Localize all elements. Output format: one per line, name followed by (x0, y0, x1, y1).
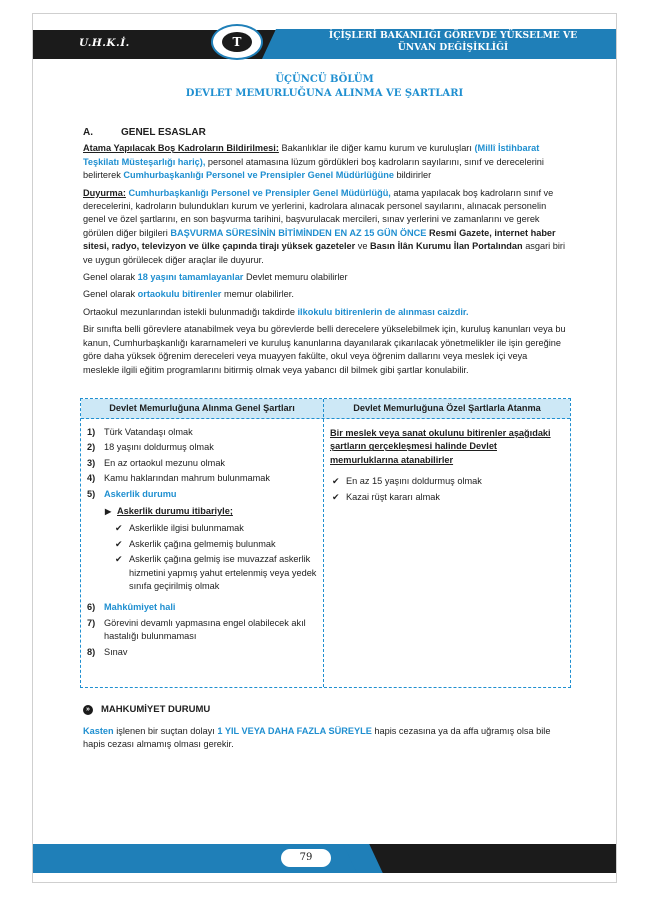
list-text: Sınav (104, 646, 128, 657)
check-icon: ✔ (115, 554, 123, 565)
list-text: Türk Vatandaşı olmak (104, 427, 193, 437)
text-run: bildirirler (393, 170, 432, 181)
list-text: Askerlik durumu (104, 488, 177, 499)
chapter-subtitle: DEVLET MEMURLUĞUNA ALINMA VE ŞARTLARI (185, 88, 464, 99)
table-header-general: Devlet Memurluğuna Alınma Genel Şartları (109, 403, 295, 413)
text-run: Devlet memuru olabilirler (243, 272, 348, 283)
conviction-paragraph (83, 725, 566, 752)
header-title (295, 30, 611, 54)
list-text: 18 yaşını doldurmuş olmak (104, 442, 214, 453)
check-text: Askerlikle ilgisi bulunmamak (129, 523, 244, 534)
conditions-table (80, 398, 571, 688)
logo-icon (211, 24, 263, 60)
table-column-divider (323, 399, 324, 687)
paragraph-vacancy-notice (83, 142, 566, 182)
list-text: Görevini devamlı yapmasına engel olabilecek akıl hastalığı bulunmaması (104, 617, 306, 642)
list-item (87, 488, 317, 501)
list-text: Mahkûmiyet hali (104, 602, 176, 613)
bold-run: Resmi Gazete, internet haber sitesi, radyo, televizyon ve ülke çapında tirajı yüksek gazeteler (83, 227, 556, 252)
term-label: Atama Yapılacak Boş Kadroların Bildirilmesi: (83, 143, 279, 154)
check-item (332, 491, 562, 504)
text-run: Genel olarak (83, 272, 138, 283)
list-item (87, 441, 317, 454)
document-page (32, 13, 617, 883)
highlight-run: BAŞVURMA SÜRESİNİN BİTİMİNDEN EN AZ 15 GÜN ÖNCE (170, 227, 427, 238)
conviction-heading (83, 704, 210, 715)
highlight-run: Cumhurbaşkanlığı Personel ve Prensipler Genel Müdürlüğüne (123, 170, 394, 181)
military-subheading (105, 505, 317, 518)
list-item (87, 601, 317, 614)
general-conditions-list (87, 426, 317, 661)
text-run: Bakanlıklar ile diğer kamu kurum ve kuruluşları (278, 143, 475, 154)
term-label: Duyurma: (83, 187, 126, 198)
page-header (33, 14, 616, 59)
text-run: Ortaokul mezunlarından istekli bulunmadığı takdirde (83, 306, 298, 317)
highlight-run: ilkokulu bitirenlerin de alınması caizdir. (297, 306, 469, 317)
highlight-run: Kasten (83, 726, 114, 736)
check-icon: ✔ (115, 538, 123, 549)
list-number: 6) (87, 602, 96, 613)
section-heading-number: A. (83, 127, 93, 138)
paragraph-special-conditions: Bir sınıfta belli görevlere atanabilmek veya bu görevlerde belli derecelere yükselebilmek için, kuruluş kanunları veya bu kanun, Cumhurbaşkanlığı kararnameleri ve kuruluş kanunlarına dayanılarak çıkarılacak yönetmelikler ile işin gereğine göre daha yüksek öğrenim dereceleri veya muayyen fakülte, okul veya öğrenim dallarını veya meslek içi veya meslekle ilgili eğitim programlarını bitirmiş olmak veya yabancı dil bilmek gibi şartlar konulabilir. (83, 324, 566, 375)
list-item (87, 426, 317, 439)
special-conditions-list (330, 427, 562, 506)
list-text: Kamu haklarından mahrum bulunmamak (104, 473, 270, 484)
check-text: Kazai rüşt kararı almak (346, 491, 440, 502)
body-text (83, 126, 566, 381)
brand-label: U.H.K.İ. (79, 37, 130, 49)
list-text: En az ortaokul mezunu olmak (104, 457, 226, 468)
header-title-line2: ÜNVAN DEĞİŞİKLİĞİ (397, 42, 509, 53)
bold-run: Basın İlân Kurumu İlan Portalından (370, 241, 523, 252)
chapter-title: ÜÇÜNCÜ BÖLÜM (275, 74, 374, 85)
list-item (87, 457, 317, 470)
text-run: işlenen bir suçtan dolayı (113, 726, 218, 736)
list-item (87, 646, 317, 659)
text-run: hapis cezasına ya da affa uğramış olsa bile hapis cezası almamış olması gerekir. (83, 726, 551, 750)
text-run: asgari biri ve uygun görülecek diğer araçlar ile duyurur. (83, 241, 566, 265)
special-conditions-intro: Bir meslek veya sanat okulunu bitirenler aşağıdaki şartların gerçekleşmesi halinde Devlet memurluklarına atanabilirler (330, 428, 551, 465)
check-item (115, 538, 317, 551)
paragraph-education (83, 288, 566, 301)
text-run: personel atamasına lüzum gördükleri boş kadroların sayılarını, sınıf ve derecelerini belirterek (83, 156, 544, 181)
bullet-icon: » (83, 705, 93, 715)
list-number: 2) (87, 442, 96, 453)
highlight-run: (Millî İstihbarat Teşkilatı Müsteşarlığı hariç), (83, 143, 540, 167)
text-run: atama yapılacak boş kadroların sınıf ve derecelerini, kadroların bulundukları kurum ve yerlerini, kadrolara alınacak personel sayılarını, alınacak personelin genel ve özel şartlarını, en son başvurma tarihini, başvurulacak mercileri, sınav yerlerini ve zamanlarını ve gerek görülen diğer bilgileri (83, 187, 554, 238)
check-icon: ✔ (332, 491, 340, 502)
section-heading (83, 126, 566, 139)
arrow-icon: ▶ (105, 507, 112, 517)
text-run: Genel olarak (83, 289, 138, 300)
list-number: 7) (87, 617, 96, 628)
table-header-special: Devlet Memurluğuna Özel Şartlarla Atanma (353, 403, 541, 413)
list-number: 8) (87, 646, 96, 657)
paragraph-primary-school (83, 306, 566, 319)
logo-mark: T (222, 32, 252, 52)
check-text: Askerlik çağına gelmiş ise muvazzaf askerlik hizmetini yapmış yahut ertelenmiş veya yedek sınıfa geçirilmiş olmak (129, 554, 317, 592)
check-item (115, 553, 317, 593)
list-number: 1) (87, 427, 96, 437)
highlight-run: Cumhurbaşkanlığı Personel ve Prensipler Genel Müdürlüğü, (125, 187, 391, 198)
highlight-run: 18 yaşını tamamlayanlar (137, 272, 244, 283)
text-run: ve (355, 241, 370, 252)
text-run: memur olabilirler. (221, 289, 294, 300)
check-icon: ✔ (332, 476, 340, 487)
conviction-heading-text: MAHKUMİYET DURUMU (101, 704, 211, 715)
table-header-row (81, 399, 570, 419)
paragraph-announcement (83, 187, 566, 267)
check-icon: ✔ (115, 523, 123, 534)
header-title-line1: İÇİŞLERİ BAKANLIĞI GÖREVDE YÜKSELME VE (328, 30, 578, 41)
list-number: 3) (87, 457, 96, 468)
check-text: En az 15 yaşını doldurmuş olmak (346, 476, 482, 487)
check-text: Askerlik çağına gelmemiş bulunmak (129, 538, 276, 549)
paragraph-age (83, 271, 566, 284)
list-item (87, 617, 317, 644)
highlight-run: ortaokulu bitirenler (137, 289, 222, 300)
highlight-run: 1 YIL VEYA DAHA FAZLA SÜREYLE (217, 726, 372, 736)
list-item (87, 472, 317, 485)
subheading-text: Askerlik durumu itibariyle; (117, 506, 233, 517)
check-item (115, 522, 317, 535)
section-heading-text: GENEL ESASLAR (121, 127, 206, 138)
check-item (332, 475, 562, 488)
list-number: 4) (87, 473, 96, 484)
page-number: 79 (281, 849, 331, 867)
list-number: 5) (87, 488, 96, 499)
